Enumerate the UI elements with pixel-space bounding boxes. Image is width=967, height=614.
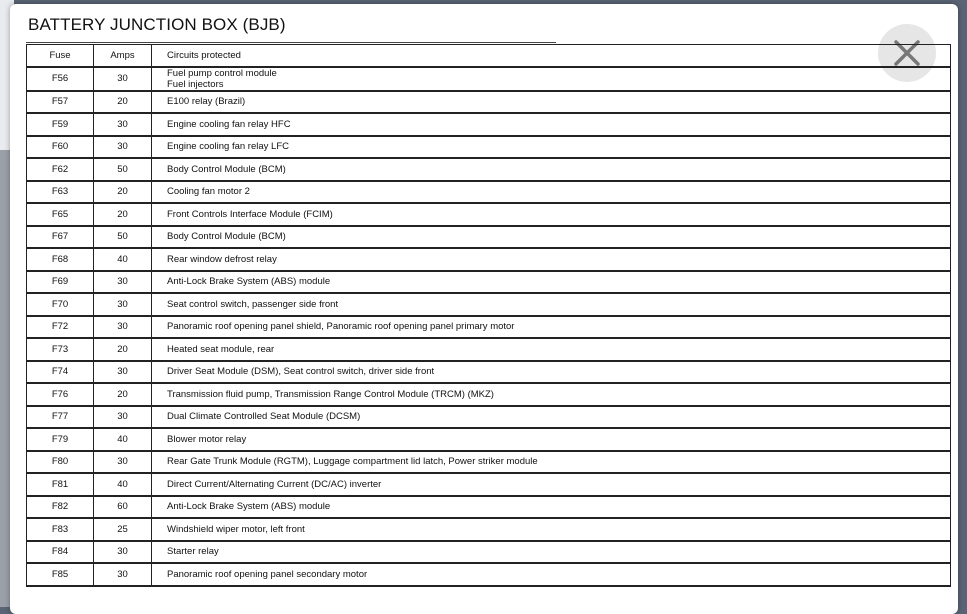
circuit-line: Blower motor relay <box>167 433 247 445</box>
fuse-cell: F76 <box>27 383 94 406</box>
circuits-cell <box>152 67 951 91</box>
circuit-line: Driver Seat Module (DSM), Seat control switch, driver side front <box>167 366 435 378</box>
header-fuse: Fuse <box>27 45 94 67</box>
circuit-line: Anti-Lock Brake System (ABS) module <box>167 276 331 288</box>
table-row <box>27 271 951 294</box>
header-amps: Amps <box>94 45 152 67</box>
fuse-cell: F74 <box>27 361 94 384</box>
fuse-cell: F57 <box>27 91 94 114</box>
amps-cell: 60 <box>94 496 152 519</box>
circuit-line: Panoramic roof opening panel shield, Panoramic roof opening panel primary motor <box>167 321 515 333</box>
table-row <box>27 451 951 474</box>
circuit-line: Cooling fan motor 2 <box>167 186 250 198</box>
circuits-cell <box>152 271 951 294</box>
fuse-cell: F81 <box>27 473 94 496</box>
table-header-row <box>27 45 951 67</box>
fuse-table <box>26 44 951 587</box>
circuits-cell <box>152 113 951 136</box>
table-row <box>27 563 951 586</box>
amps-cell: 30 <box>94 271 152 294</box>
circuits-cell <box>152 496 951 519</box>
amps-cell: 20 <box>94 383 152 406</box>
circuits-cell <box>152 316 951 339</box>
amps-cell: 50 <box>94 226 152 249</box>
amps-cell: 20 <box>94 338 152 361</box>
circuit-line: Windshield wiper motor, left front <box>167 523 305 535</box>
circuit-line: Heated seat module, rear <box>167 343 275 355</box>
circuits-cell <box>152 181 951 204</box>
circuit-line: Fuel pump control module <box>167 67 277 79</box>
fuse-cell: F73 <box>27 338 94 361</box>
amps-cell: 20 <box>94 91 152 114</box>
circuit-line: Transmission fluid pump, Transmission Range Control Module (TRCM) (MKZ) <box>167 388 494 400</box>
circuits-cell <box>152 473 951 496</box>
amps-cell: 20 <box>94 181 152 204</box>
fuse-table-body <box>27 67 951 586</box>
amps-cell: 30 <box>94 293 152 316</box>
circuits-cell <box>152 136 951 159</box>
amps-cell: 30 <box>94 67 152 91</box>
fuse-cell: F82 <box>27 496 94 519</box>
fuse-cell: F60 <box>27 136 94 159</box>
table-row <box>27 248 951 271</box>
fuse-cell: F63 <box>27 181 94 204</box>
image-viewer <box>10 4 958 614</box>
amps-cell: 20 <box>94 203 152 226</box>
circuit-line: Rear Gate Trunk Module (RGTM), Luggage compartment lid latch, Power striker module <box>167 456 538 468</box>
amps-cell: 40 <box>94 248 152 271</box>
table-row <box>27 67 951 91</box>
circuits-cell <box>152 203 951 226</box>
fuse-cell: F59 <box>27 113 94 136</box>
amps-cell: 30 <box>94 451 152 474</box>
fuse-cell: F69 <box>27 271 94 294</box>
circuits-cell <box>152 338 951 361</box>
fuse-cell: F79 <box>27 428 94 451</box>
table-row <box>27 158 951 181</box>
fuse-cell: F65 <box>27 203 94 226</box>
amps-cell: 30 <box>94 563 152 586</box>
circuit-line: Engine cooling fan relay LFC <box>167 141 289 153</box>
circuits-cell <box>152 451 951 474</box>
table-row <box>27 518 951 541</box>
table-row <box>27 316 951 339</box>
header-circuits: Circuits protected <box>152 45 951 67</box>
table-row <box>27 181 951 204</box>
fuse-cell: F83 <box>27 518 94 541</box>
title-divider <box>26 42 556 43</box>
fuse-cell: F68 <box>27 248 94 271</box>
amps-cell: 50 <box>94 158 152 181</box>
circuit-line: Dual Climate Controlled Seat Module (DCSM) <box>167 411 361 423</box>
fuse-cell: F56 <box>27 67 94 91</box>
table-row <box>27 383 951 406</box>
circuits-cell <box>152 406 951 429</box>
circuits-cell <box>152 91 951 114</box>
table-row <box>27 338 951 361</box>
circuits-cell <box>152 248 951 271</box>
fuse-cell: F67 <box>27 226 94 249</box>
table-row <box>27 226 951 249</box>
table-row <box>27 113 951 136</box>
fuse-cell: F70 <box>27 293 94 316</box>
circuit-line: Engine cooling fan relay HFC <box>167 118 291 130</box>
circuit-line: Fuel injectors <box>167 78 224 90</box>
circuits-cell <box>152 226 951 249</box>
circuit-line: Rear window defrost relay <box>167 253 277 265</box>
fuse-cell: F84 <box>27 541 94 564</box>
amps-cell: 30 <box>94 316 152 339</box>
circuit-line: Panoramic roof opening panel secondary motor <box>167 568 368 580</box>
table-row <box>27 473 951 496</box>
circuits-cell <box>152 293 951 316</box>
circuit-line: Anti-Lock Brake System (ABS) module <box>167 501 331 513</box>
amps-cell: 30 <box>94 406 152 429</box>
table-row <box>27 293 951 316</box>
circuit-line: E100 relay (Brazil) <box>167 96 246 108</box>
amps-cell: 30 <box>94 361 152 384</box>
amps-cell: 25 <box>94 518 152 541</box>
circuits-cell <box>152 383 951 406</box>
fuse-cell: F77 <box>27 406 94 429</box>
fuse-cell: F85 <box>27 563 94 586</box>
circuits-cell <box>152 518 951 541</box>
circuit-line: Seat control switch, passenger side front <box>167 298 339 310</box>
table-row <box>27 428 951 451</box>
page-title: BATTERY JUNCTION BOX (BJB) <box>28 15 286 34</box>
fuse-cell: F62 <box>27 158 94 181</box>
amps-cell: 30 <box>94 113 152 136</box>
circuit-line: Starter relay <box>167 546 219 558</box>
table-row <box>27 203 951 226</box>
table-row <box>27 91 951 114</box>
amps-cell: 40 <box>94 428 152 451</box>
fuse-cell: F80 <box>27 451 94 474</box>
amps-cell: 30 <box>94 541 152 564</box>
circuits-cell <box>152 428 951 451</box>
table-row <box>27 136 951 159</box>
circuit-line: Front Controls Interface Module (FCIM) <box>167 208 333 220</box>
circuits-cell <box>152 361 951 384</box>
circuits-cell <box>152 541 951 564</box>
table-row <box>27 541 951 564</box>
circuit-line: Body Control Module (BCM) <box>167 163 286 175</box>
table-row <box>27 406 951 429</box>
circuits-cell <box>152 563 951 586</box>
table-row <box>27 361 951 384</box>
circuits-cell <box>152 158 951 181</box>
amps-cell: 30 <box>94 136 152 159</box>
circuit-line: Body Control Module (BCM) <box>167 231 286 243</box>
amps-cell: 40 <box>94 473 152 496</box>
table-row <box>27 496 951 519</box>
fuse-cell: F72 <box>27 316 94 339</box>
circuit-line: Direct Current/Alternating Current (DC/AC) inverter <box>167 478 382 490</box>
